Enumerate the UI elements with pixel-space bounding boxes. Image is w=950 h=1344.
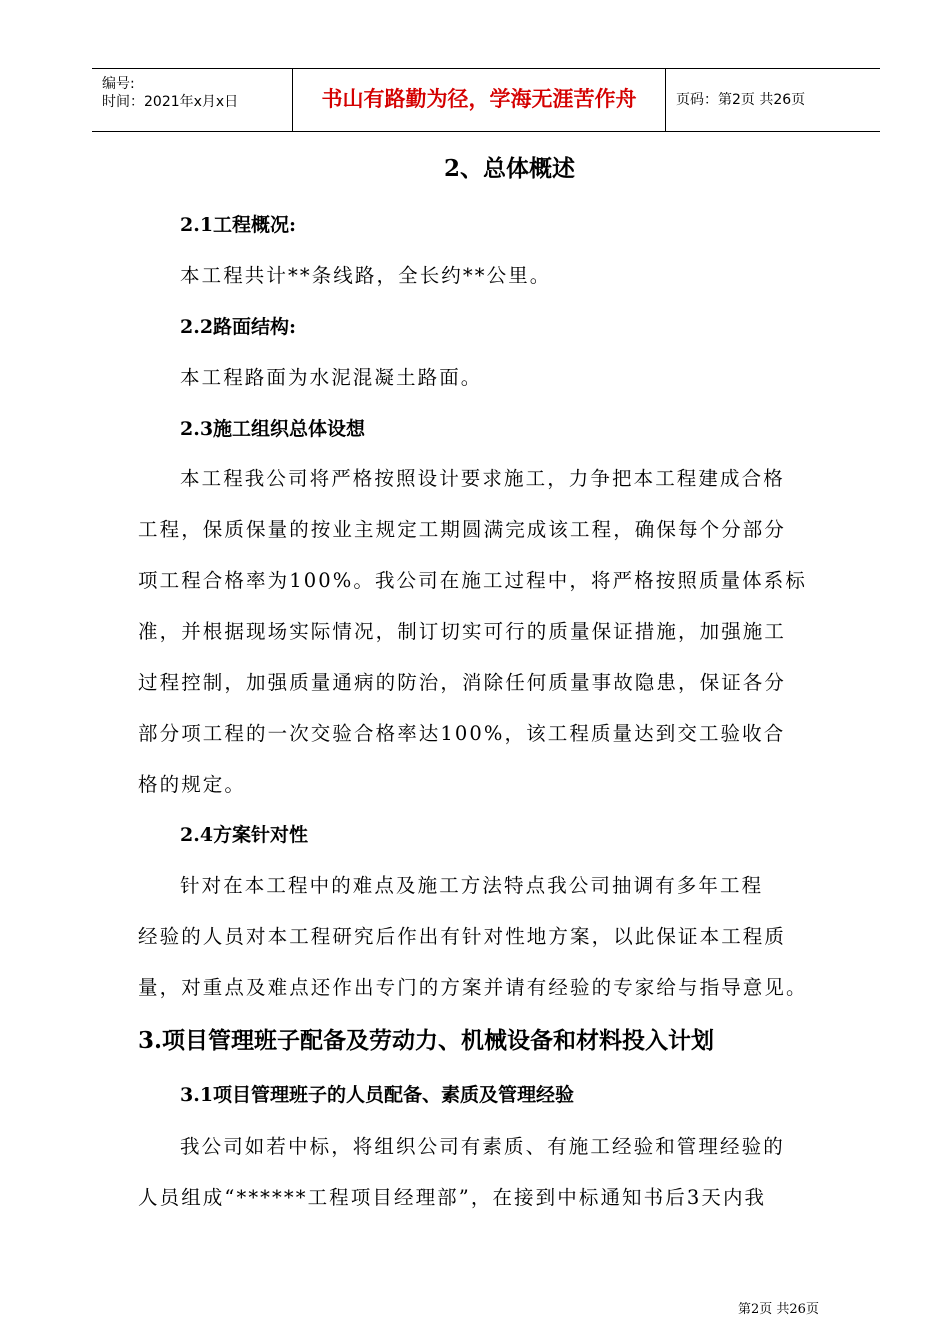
paragraph-line: 量，对重点及难点还作出专门的方案并请有经验的专家给与指导意见。 [138, 976, 808, 999]
paragraph-line: 人员组成“******工程项目经理部”，在接到中标通知书后3天内我 [138, 1186, 767, 1209]
paragraph-line: 项工程合格率为100%。我公司在施工过程中，将严格按照质量体系标 [138, 569, 807, 592]
section-2-title: 2、总体概述 [444, 155, 576, 182]
section-2-2-heading: 2.2路面结构: [180, 316, 297, 338]
paragraph-line: 经验的人员对本工程研究后作出有针对性地方案，以此保证本工程质 [138, 925, 787, 948]
section-3-title: 3.项目管理班子配备及劳动力、机械设备和材料投入计划 [138, 1027, 715, 1054]
section-2-2-text: 本工程路面为水泥混凝土路面。 [180, 366, 483, 389]
paragraph-line: 准，并根据现场实际情况，制订切实可行的质量保证措施，加强施工 [138, 620, 787, 643]
section-2-1-heading: 2.1工程概况: [180, 214, 297, 236]
paragraph-line: 我公司如若中标，将组织公司有素质、有施工经验和管理经验的 [180, 1135, 785, 1158]
paragraph-line: 针对在本工程中的难点及施工方法特点我公司抽调有多年工程 [180, 874, 764, 897]
motto-text: 书山有路勤为径，学海无涯苦作舟 [321, 87, 637, 111]
section-2-1-text: 本工程共计**条线路，全长约**公里。 [180, 264, 552, 287]
paragraph-line: 部分项工程的一次交验合格率达100%，该工程质量达到交工验收合 [138, 722, 786, 745]
header-page-cell [666, 69, 880, 131]
header-motto-cell [293, 69, 666, 131]
section-2-4-heading: 2.4方案针对性 [180, 824, 309, 846]
header-meta-cell [92, 69, 293, 131]
footer-page-info: 第2页 共26页 [738, 1302, 819, 1317]
paragraph-line: 格的规定。 [138, 773, 247, 796]
header-page-info: 页码：第2页 共26页 [676, 92, 806, 108]
section-3-1-heading: 3.1项目管理班子的人员配备、素质及管理经验 [180, 1084, 575, 1106]
number-label: 编号: [102, 76, 135, 92]
time-label: 时间：2021年x月x日 [102, 94, 239, 110]
paragraph-line: 过程控制，加强质量通病的防治，消除任何质量事故隐患，保证各分 [138, 671, 787, 694]
paragraph-line: 本工程我公司将严格按照设计要求施工，力争把本工程建成合格 [180, 467, 785, 490]
page-header [92, 68, 880, 132]
paragraph-line: 工程，保质保量的按业主规定工期圆满完成该工程，确保每个分部分 [138, 518, 787, 541]
section-2-3-heading: 2.3施工组织总体设想 [180, 418, 366, 440]
